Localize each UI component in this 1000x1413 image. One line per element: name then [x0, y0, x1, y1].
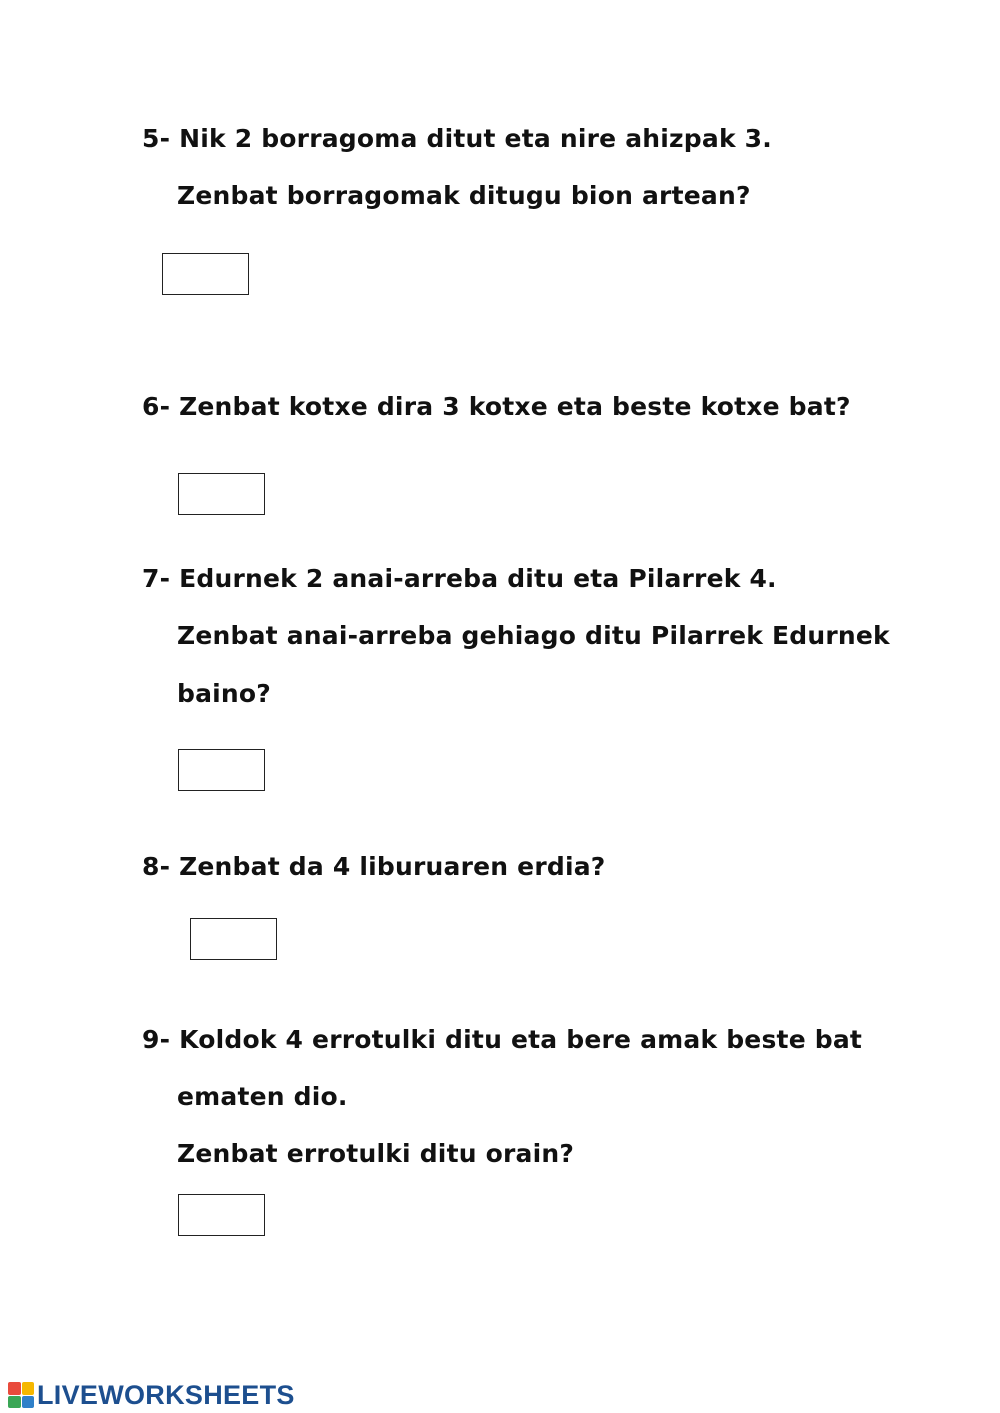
answer-box-question-9[interactable] — [178, 1194, 265, 1236]
question-5-line-2: Zenbat borragomak ditugu bion artean? — [177, 181, 751, 210]
liveworksheets-logo-icon — [8, 1382, 34, 1408]
answer-box-question-6[interactable] — [178, 473, 265, 515]
question-7-line-3: baino? — [177, 679, 272, 708]
logo-text: LIVEWORKSHEETS — [37, 1379, 295, 1410]
liveworksheets-logo — [8, 1379, 295, 1411]
answer-box-question-8[interactable] — [190, 918, 277, 960]
question-9-line-1: 9- Koldok 4 errotulki ditu eta bere amak beste bat — [142, 1025, 863, 1054]
question-7-line-2: Zenbat anai-arreba gehiago ditu Pilarrek Edurnek — [177, 621, 890, 650]
question-5-line-1: 5- Nik 2 borragoma ditut eta nire ahizpak 3. — [142, 124, 772, 153]
question-7-line-1: 7- Edurnek 2 anai-arreba ditu eta Pilarrek 4. — [142, 564, 777, 593]
answer-box-question-5[interactable] — [162, 253, 249, 295]
question-9-line-3: Zenbat errotulki ditu orain? — [177, 1139, 575, 1168]
question-8-line-1: 8- Zenbat da 4 liburuaren erdia? — [142, 852, 606, 881]
question-6-line-1: 6- Zenbat kotxe dira 3 kotxe eta beste kotxe bat? — [142, 392, 851, 421]
answer-box-question-7[interactable] — [178, 749, 265, 791]
question-9-line-2: ematen dio. — [177, 1082, 348, 1111]
